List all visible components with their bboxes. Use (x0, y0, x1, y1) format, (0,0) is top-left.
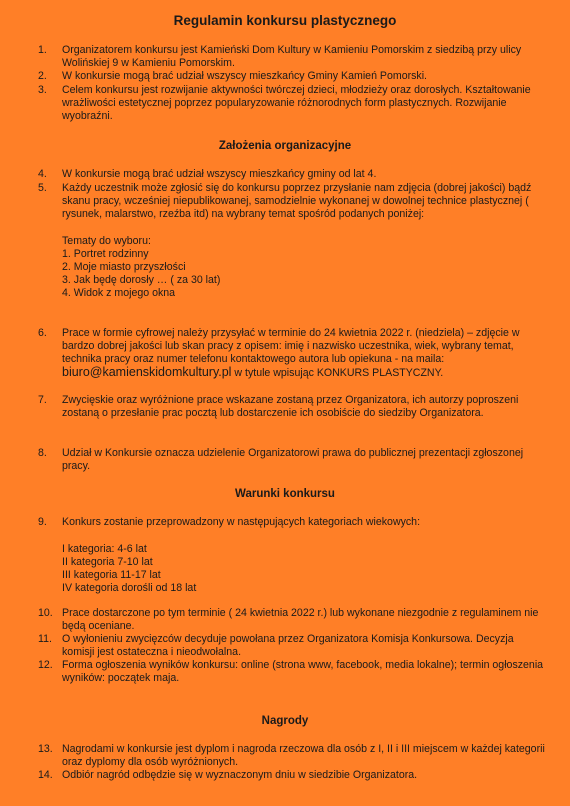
category-item: II kategoria 7-10 lat (62, 556, 153, 568)
item-number: 7. (38, 394, 47, 406)
categories-block (62, 543, 532, 595)
item-text: Zwycięskie oraz wyróżnione prace wskazane zostaną przez Organizatora, ich autorzy poproszeni zostaną o przesłanie prac pocztą lub dostarczenie ich osobiście do siedziby Organizatora. (62, 394, 519, 419)
topic-item: 2. Moje miasto przyszłości (62, 261, 186, 273)
item-number: 9. (38, 516, 47, 528)
category-item: IV kategoria dorośli od 18 lat (62, 582, 197, 594)
email-address: biuro@kamienskidomkultury.pl (62, 365, 232, 379)
item-text: Prace w formie cyfrowej należy przysyłać w terminie do 24 kwietnia 2022 r. (niedziela) – zdjęcie w bardzo dobrej jakości lub skan pracy z opisem: imię i nazwisko uczestnika, wiek, wybrany temat, technika pracy oraz numer telefonu kontaktowego autora lub opiekuna - na maila: biuro@kamienskidomkultury.pl w tytule wpisując KONKURS PLASTYCZNY. (62, 327, 520, 379)
item-text: Prace dostarczone po tym terminie ( 24 kwietnia 2022 r.) lub wykonane niezgodnie z regulaminem nie będą oceniane. (62, 607, 539, 632)
category-item: III kategoria 11-17 lat (62, 569, 161, 581)
item-number: 6. (38, 327, 47, 339)
item-number: 1. (38, 44, 47, 56)
item-text: Celem konkursu jest rozwijanie aktywności twórczej dzieci, młodzieży oraz dorosłych. Kształtowanie wrażliwości estetycznej poprzez popularyzowanie różnorodnych form plastycznych. Rozwijanie wyobraźni. (62, 84, 531, 122)
section-heading-conditions: Warunki konkursu (235, 488, 335, 500)
item-number: 3. (38, 84, 47, 96)
item-number: 5. (38, 182, 47, 194)
item-number: 11. (38, 633, 52, 645)
item-number: 14. (38, 769, 53, 781)
item-number: 2. (38, 70, 47, 82)
topic-item: 1. Portret rodzinny (62, 248, 149, 260)
item-number: 12. (38, 659, 53, 671)
item-number: 10. (38, 607, 53, 619)
item-number: 13. (38, 743, 53, 755)
section-heading-prizes: Nagrody (261, 715, 309, 727)
item-text: Nagrodami w konkursie jest dyplom i nagroda rzeczowa dla osób z I, II i III miejscem w każdej kategorii oraz dyplomy dla osób wyróżnionych. (62, 743, 545, 768)
section-heading-organizational: Założenia organizacyjne (218, 140, 352, 152)
topics-block (62, 235, 532, 300)
document-title: Regulamin konkursu plastycznego (173, 13, 397, 28)
category-item: I kategoria: 4-6 lat (62, 543, 147, 555)
item-text: Każdy uczestnik może zgłosić się do konkursu poprzez przysłanie nam zdjęcia (dobrej jakości) bądź skanu pracy, wcześniej niepublikowanej, samodzielnie wykonanej w dowolnej technice plastycznej ( rysunek, malarstwo, rzeźba itd) na wybrany temat spośród podanych poniżej: (62, 182, 532, 220)
item-text: O wyłonieniu zwycięzców decyduje powołana przez Organizatora Komisja Konkursowa. Decyzja komisji jest ostateczna i nieodwołalna. (62, 633, 514, 658)
item-text: W konkursie mogą brać udział wszyscy mieszkańcy Gminy Kamień Pomorski. (62, 70, 428, 82)
item-text: Organizatorem konkursu jest Kamieński Dom Kultury w Kamieniu Pomorskim z siedzibą przy ulicy Wolińskiej 9 w Kamieniu Pomorskim. (62, 44, 522, 69)
item-text: Udział w Konkursie oznacza udzielenie Organizatorowi prawa do publicznej prezentacji zgłoszonej pracy. (62, 447, 524, 472)
item-text: Forma ogłoszenia wyników konkursu: online (strona www, facebook, media lokalne); termin ogłoszenia wyników: początek maja. (62, 659, 544, 684)
topics-heading: Tematy do wyboru: (62, 235, 151, 247)
item-text: Odbiór nagród odbędzie się w wyznaczonym dniu w siedzibie Organizatora. (62, 769, 418, 781)
topic-item: 3. Jak będę dorosły … ( za 30 lat) (62, 274, 221, 286)
item-number: 8. (38, 447, 47, 459)
item-text: Konkurs zostanie przeprowadzony w następujących kategoriach wiekowych: (62, 516, 421, 528)
item-number: 4. (38, 168, 47, 180)
item-text: W konkursie mogą brać udział wszyscy mieszkańcy gminy od lat 4. (62, 168, 377, 180)
topic-item: 4. Widok z mojego okna (62, 287, 176, 299)
